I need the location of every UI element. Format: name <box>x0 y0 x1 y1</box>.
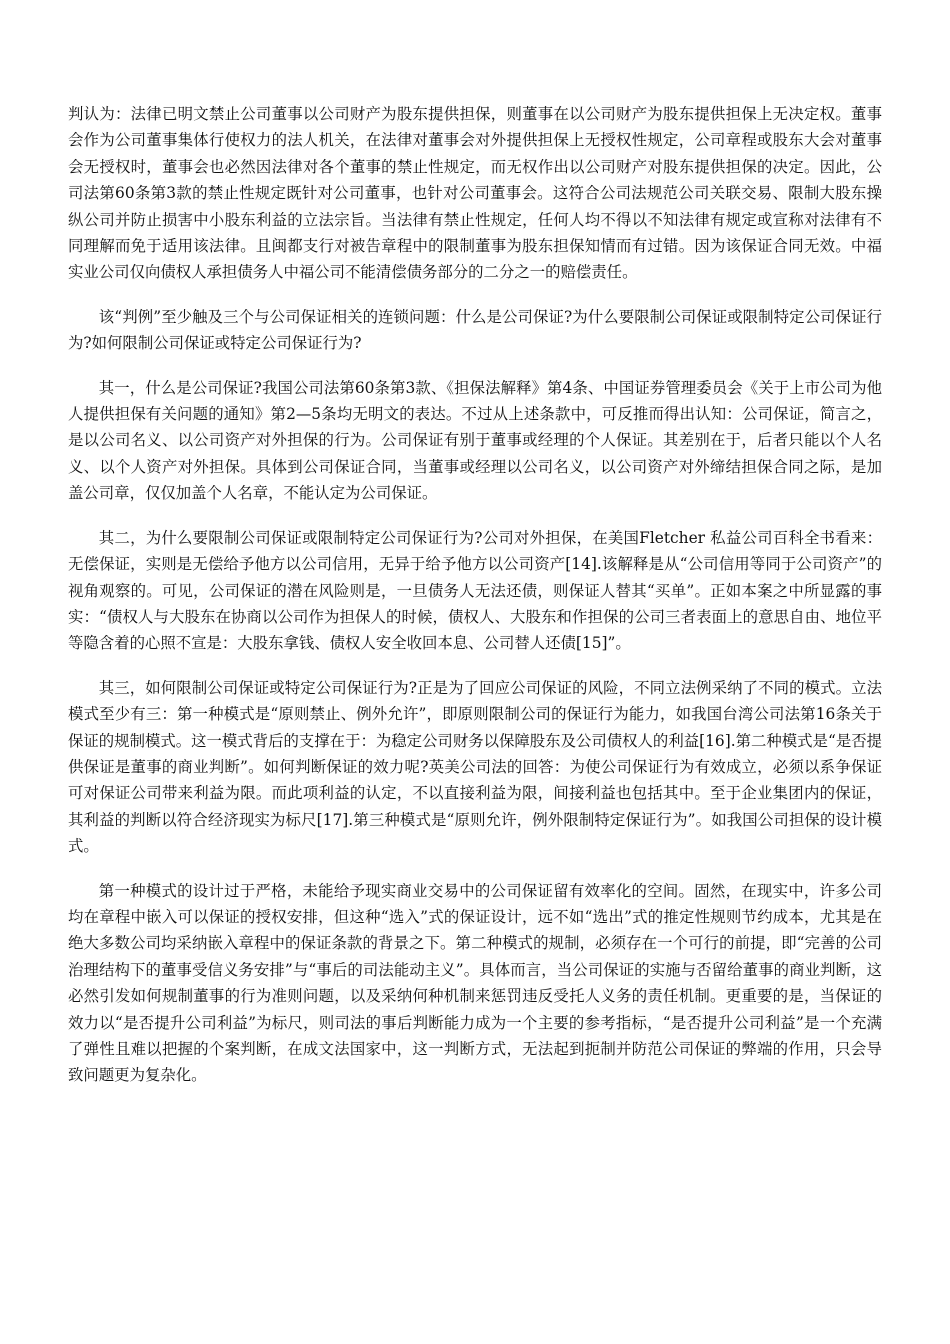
paragraph-second-issue: 其二，为什么要限制公司保证或限制特定公司保证行为?公司对外担保，在美国Fletcher 私益公司百科全书看来：无偿保证，实则是无偿给予他方以公司信用，无异于给予他方以公司资产[14].该解释是从“公司信用等同于公司资产”的视角观察的。可见，公司保证的潜在风险则是，一旦债务人无法还债，则保证人替其“买单”。正如本案之中所显露的事实：“债权人与大股东在协商以公司作为担保人的时候，债权人、大股东和作担保的公司三者表面上的意思自由、地位平等隐含着的心照不宣是：大股东拿钱、债权人安全收回本息、公司替人还债[15]”。 <box>68 528 882 653</box>
paragraph-continuation: 判认为：法律已明文禁止公司董事以公司财产为股东提供担保，则董事在以公司财产为股东提供担保上无决定权。董事会作为公司董事集体行使权力的法人机关，在法律对董事会对外提供担保上无授权性规定，公司章程或股东大会对董事会无授权时，董事会也必然因法律对各个董事的禁止性规定，而无权作出以公司财产对股东提供担保的决定。因此，公司法第60条第3款的禁止性规定既针对公司董事，也针对公司董事会。这符合公司法规范公司关联交易、限制大股东操纵公司并防止损害中小股东利益的立法宗旨。当法律有禁止性规定，任何人均不得以不知法律有规定或宣称对法律有不同理解而免于适用该法律。且闽都支行对被告章程中的限制董事为股东担保知情而有过错。因为该保证合同无效。中福实业公司仅向债权人承担债务人中福公司不能清偿债务部分的二分之一的赔偿责任。 <box>68 105 882 282</box>
paragraph-first-issue: 其一，什么是公司保证?我国公司法第60条第3款、《担保法解释》第4条、中国证券管理委员会《关于上市公司为他人提供担保有关问题的通知》第2—5条均无明文的表达。不过从上述条款中，可反推而得出认知：公司保证，简言之，是以公司名义、以公司资产对外担保的行为。公司保证有别于董事或经理的个人保证。其差别在于，后者只能以个人名义、以个人资产对外担保。具体到公司保证合同，当董事或经理以公司名义，以公司资产对外缔结担保合同之际，是加盖公司章，仅仅加盖个人名章，不能认定为公司保证。 <box>68 378 882 503</box>
document-page <box>68 101 882 1107</box>
paragraph-questions: 该“判例”至少触及三个与公司保证相关的连锁问题：什么是公司保证?为什么要限制公司保证或限制特定公司保证行为?如何限制公司保证或特定公司保证行为? <box>68 307 882 353</box>
paragraph-model-analysis: 第一种模式的设计过于严格，未能给予现实商业交易中的公司保证留有效率化的空间。固然，在现实中，许多公司均在章程中嵌入可以保证的授权安排，但这种“选入”式的保证设计，远不如“选出”式的推定性规则节约成本，尤其是在绝大多数公司均采纳嵌入章程中的保证条款的背景之下。第二种模式的规制，必须存在一个可行的前提，即“完善的公司治理结构下的董事受信义务安排”与“事后的司法能动主义”。具体而言，当公司保证的实施与否留给董事的商业判断，这必然引发如何规制董事的行为准则问题，以及采纳何种机制来惩罚违反受托人义务的责任机制。更重要的是，当保证的效力以“是否提升公司利益”为标尺，则司法的事后判断能力成为一个主要的参考指标，“是否提升公司利益”是一个充满了弹性且难以把握的个案判断，在成文法国家中，这一判断方式，无法起到扼制并防范公司保证的弊端的作用，只会导致问题更为复杂化。 <box>68 881 882 1085</box>
paragraph-third-issue: 其三，如何限制公司保证或特定公司保证行为?正是为了回应公司保证的风险，不同立法例采纳了不同的模式。立法模式至少有三：第一种模式是“原则禁止、例外允许”，即原则限制公司的保证行为能力，如我国台湾公司法第16条关于保证的规制模式。这一模式背后的支撑在于：为稳定公司财务以保障股东及公司债权人的利益[16].第二种模式是“是否提供保证是董事的商业判断”。如何判断保证的效力呢?英美公司法的回答：为使公司保证行为有效成立，必须以系争保证可对保证公司带来利益为限。而此项利益的认定，不以直接利益为限，间接利益也包括其中。至于企业集团内的保证，其利益的判断以符合经济现实为标尺[17].第三种模式是“原则允许，例外限制特定保证行为”。如我国公司担保的设计模式。 <box>68 678 882 856</box>
